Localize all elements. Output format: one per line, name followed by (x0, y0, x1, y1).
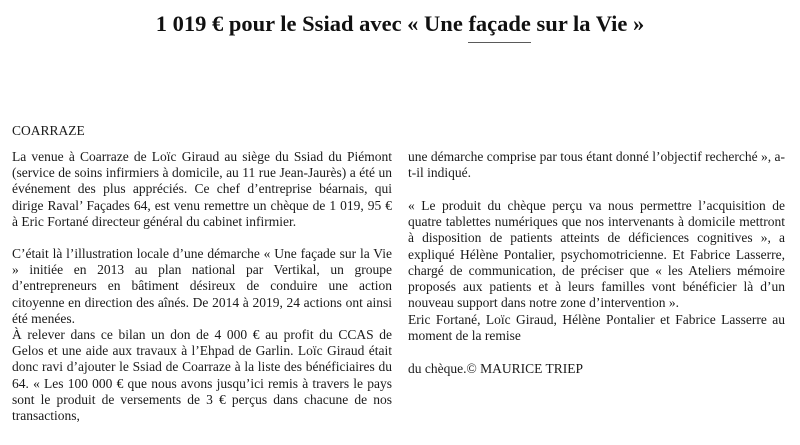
title-underlined-word: façade (468, 11, 531, 36)
paragraph-bilan: À relever dans ce bilan un don de 4 000 € au profit du CCAS de Gelos et une aide aux travaux à l’Ehpad de Garlin. Loïc Giraud était donc ravi d’ajouter le Ssiad de Coarraze à la liste des bénéficiaires du 64. « Les 100 000 € que nous avons jusqu’ici remis à travers le pays sont le produit de versements de 3 € perçus dans chacune de nos transactions, (12, 327, 392, 424)
photo-caption: Eric Fortané, Loïc Giraud, Hélène Pontalier et Fabrice Lasserre au moment de la remise (408, 312, 785, 344)
paragraph-continuation: une démarche comprise par tous étant donné l’objectif recherché », a-t-il indiqué. (408, 149, 785, 181)
paragraph-quote: « Le produit du chèque perçu va nous permettre l’acquisition de quatre tablettes numériques que nos intervenants à domicile mettront à disposition de patients atteints de déficiences cognitives », a expliqué Hélène Pontalier, psychomotricienne. Et Fabrice Lasserre, chargé de communication, de préciser que « les Ateliers mémoire proposés aux patients et à leurs familles vont bénéficier là d’un nouveau support dans notre zone d’intervention ». (408, 198, 785, 311)
paragraph-demarche: C’était là l’illustration locale d’une démarche « Une façade sur la Vie » initiée en 2013 au plan national par Vertikal, un groupe d’entrepreneurs en bâtiment désireux de conduire une action citoyenne en direction des aînés. De 2014 à 2019, 24 actions ont ainsi été menées. (12, 246, 392, 326)
title-text-before: 1 019 € pour le Ssiad avec « Une (155, 11, 469, 36)
photo-credit: du chèque.© MAURICE TRIEP (408, 361, 583, 376)
title-text-after: sur la Vie » (530, 11, 645, 36)
article-title (0, 11, 800, 37)
dateline: COARRAZE (12, 123, 85, 138)
paragraph-intro: La venue à Coarraze de Loïc Giraud au siège du Ssiad du Piémont (service de soins infirmiers à domicile, au 11 rue Jean-Jaurès) a été un événement des plus appréciés. Ce chef d’entreprise béarnais, qui dirige Raval’ Façades 64, est venu remettre un chèque de 1 019, 95 € à Eric Fortané directeur général du cabinet infirmier. (12, 149, 392, 229)
